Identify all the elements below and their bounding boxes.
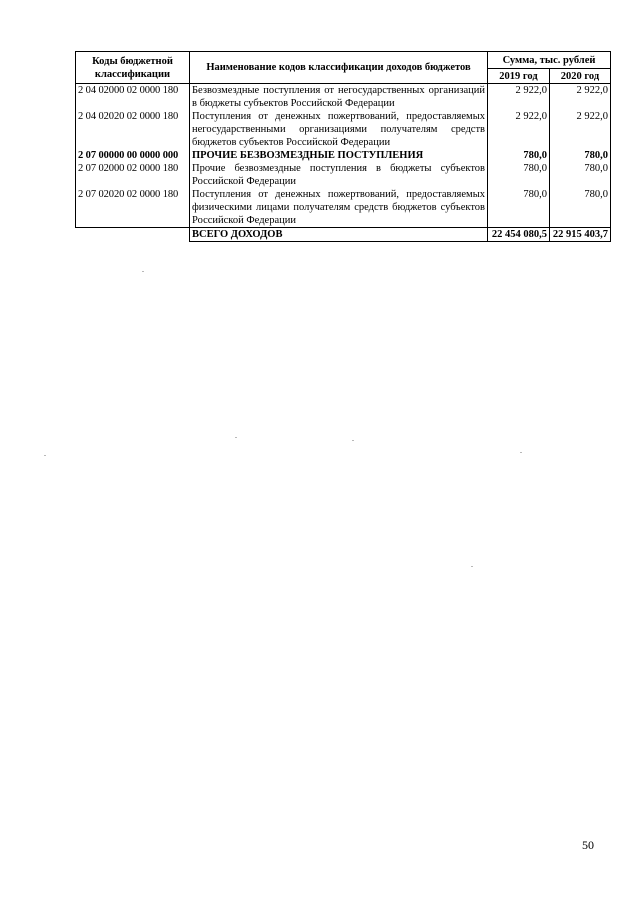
row-value-2019: 780,0 (488, 149, 550, 162)
header-name: Наименование кодов классификации доходов бюджетов (190, 52, 488, 84)
row-code: 2 07 02000 02 0000 180 (76, 162, 190, 188)
row-value-2019: 2 922,0 (488, 110, 550, 149)
revenue-table (75, 51, 611, 242)
row-value-2020: 780,0 (550, 149, 611, 162)
table-row (76, 84, 611, 111)
row-value-2019: 2 922,0 (488, 84, 550, 111)
row-value-2020: 780,0 (550, 188, 611, 228)
total-label: ВСЕГО ДОХОДОВ (190, 228, 488, 242)
row-name: Безвозмездные поступления от негосударственных организаций в бюджеты субъектов Российской Федерации (190, 84, 488, 111)
header-sum: Сумма, тыс. рублей (488, 52, 611, 69)
table-row (76, 149, 611, 162)
row-name: Поступления от денежных пожертвований, предоставляемых физическими лицами получателям средств бюджетов субъектов Российской Федерации (190, 188, 488, 228)
total-value-2019: 22 454 080,5 (488, 228, 550, 242)
total-value-2020: 22 915 403,7 (550, 228, 611, 242)
scan-speck (520, 452, 522, 453)
table-row (76, 162, 611, 188)
row-value-2020: 2 922,0 (550, 84, 611, 111)
table-row (76, 188, 611, 228)
table-row (76, 110, 611, 149)
header-codes: Коды бюджетной классификации (76, 52, 190, 84)
scan-speck (471, 566, 473, 567)
row-name: ПРОЧИЕ БЕЗВОЗМЕЗДНЫЕ ПОСТУПЛЕНИЯ (190, 149, 488, 162)
row-name: Поступления от денежных пожертвований, предоставляемых негосударственными организациями получателям средств бюджетов субъектов Российской Федерации (190, 110, 488, 149)
row-code: 2 04 02000 02 0000 180 (76, 84, 190, 111)
row-code: 2 07 02020 02 0000 180 (76, 188, 190, 228)
row-code: 2 07 00000 00 0000 000 (76, 149, 190, 162)
header-year-2019: 2019 год (488, 69, 550, 84)
row-value-2019: 780,0 (488, 188, 550, 228)
scan-speck (352, 440, 354, 441)
scan-speck (235, 437, 237, 438)
row-value-2020: 2 922,0 (550, 110, 611, 149)
row-code: 2 04 02020 02 0000 180 (76, 110, 190, 149)
header-year-2020: 2020 год (550, 69, 611, 84)
row-value-2020: 780,0 (550, 162, 611, 188)
total-code-cell (76, 228, 190, 242)
scan-speck (142, 271, 144, 272)
row-name: Прочие безвозмездные поступления в бюджеты субъектов Российской Федерации (190, 162, 488, 188)
scan-speck (44, 455, 46, 456)
table-header-row (76, 52, 611, 69)
total-row (76, 228, 611, 242)
page-number: 50 (582, 838, 594, 852)
row-value-2019: 780,0 (488, 162, 550, 188)
